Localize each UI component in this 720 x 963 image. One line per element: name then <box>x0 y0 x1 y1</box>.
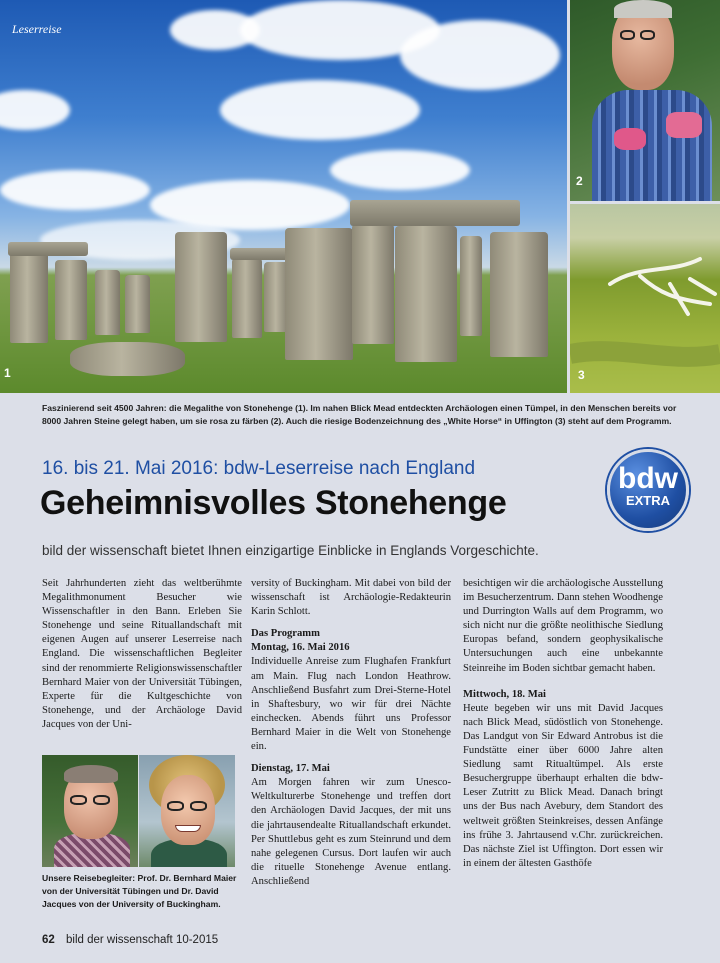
heading-mittwoch: Mittwoch, 18. Mai <box>463 688 546 700</box>
portrait-david-jacques <box>139 755 235 867</box>
col2-paragraph: Individuelle Anreise zum Flughafen Frankfurt am Main. Flug nach London Heathrow. Anschließend Busfahrt zum Drei-Sterne-Hotel in Shaftesbury, wo wir für drei Nächte einchecken. Abends führt uns Professor Bernhard Maier in die Welt von Stonehenge ein. <box>251 656 451 753</box>
col1-paragraph: Seit Jahrhunderten zieht das weltberühmte Megalithmonument Besucher wie Wissenschaftler in den Bann. Erleben Sie Stonehenge und seine Rituallandschaft mit eigenen Augen auf unserer Leserreise nach England. Die wissenschaftlichen Begleiter sind der renommierte Religionswissenschaftler Bernhard Maier von der Universität Tübingen, Experte für die Kultgeschichte von Stonehenge, und der Archäologe David Jacques von der Uni- <box>42 578 242 730</box>
col2-paragraph: Am Morgen fahren wir zum Unesco-Weltkulturerbe Stonehenge und treffen dort den Archäologen David Jacques, der mit uns die jahrtausendealte Rituallandschaft erkundet. Per Shuttlebus geht es zum Steinrund und dem nahe gelegenen Cursus. Dort laufen wir auch die rituelle Stonehenge Avenue entlang. Anschließend <box>251 777 451 887</box>
page-footer <box>42 934 218 946</box>
white-horse-photo <box>570 204 720 393</box>
photo-number-2: 2 <box>576 174 583 188</box>
deck-text: bild der wissenschaft bietet Ihnen einzigartige Einblicke in Englands Vorgeschichte. <box>42 543 539 558</box>
heading-dienstag: Dienstag, 17. Mai <box>251 763 330 775</box>
article-column-1 <box>42 577 242 732</box>
section-label: Leserreise <box>12 22 62 36</box>
archaeologist-photo <box>570 0 720 201</box>
bdw-extra-badge <box>607 449 689 531</box>
page-number: 62 <box>42 934 55 946</box>
heading-montag: Montag, 16. Mai 2016 <box>251 642 350 654</box>
photo-number-3: 3 <box>578 368 585 382</box>
photo-caption: Faszinierend seit 4500 Jahren: die Megalithe von Stonehenge (1). Im nahen Blick Mead entdeckten Archäologen einen Tümpel, in den Menschen bereits vor 8000 Jahren Steine gelegt haben, um sie rosa zu färben (2). Auch die riesige Bodenzeichnung des „White Horse“ in Uffington (3) steht auf dem Programm. <box>42 403 677 426</box>
subheading: 16. bis 21. Mai 2016: bdw-Leserreise nach England <box>42 458 476 479</box>
magazine-issue: bild der wissenschaft 10-2015 <box>66 934 219 946</box>
badge-line2: EXTRA <box>625 493 671 508</box>
heading-programm: Das Programm <box>251 628 320 640</box>
headline: Geheimnisvolles Stonehenge <box>40 484 507 522</box>
col3-paragraph: Heute begeben wir uns mit David Jacques nach Blick Mead, südöstlich von Stonehenge. Das Landgut von Sir Edward Antrobus ist die Fundstätte einer über 6000 Jahre alten Siedlung samt Ritualtümpel. Als erste Besuchergruppe überhaupt erhalten die bdw-Leser Zutritt zu Blick Mead. Danach bringt uns der Bus nach Avebury, dem Standort des weltweit größten Steinkreises, dessen Anfänge ins frühe 3. Jahrtausend v.Chr. zurückreichen. Das nächste Ziel ist Uffington. Dort essen wir in einem der ältesten Gasthöfe <box>463 702 663 869</box>
stonehenge-photo <box>0 0 567 393</box>
badge-line1: bdw <box>618 462 678 495</box>
portrait-caption: Unsere Reisebegleiter: Prof. Dr. Bernhard Maier von der Universität Tübingen und Dr. David Jacques von der University of Buckingham. <box>42 873 237 909</box>
photo-number-1: 1 <box>4 366 11 380</box>
article-column-2 <box>251 577 451 889</box>
portrait-bernhard-maier <box>42 755 138 867</box>
article-column-3 <box>463 577 663 871</box>
col2-paragraph: versity of Buckingham. Mit dabei von bild der wissenschaft ist Archäologie-Redakteurin Karin Schlott. <box>251 578 451 618</box>
white-horse-figure <box>570 204 720 393</box>
col3-paragraph: besichtigen wir die archäologische Ausstellung im Besucherzentrum. Dann stehen Woodhenge und Durrington Walls auf dem Programm, wo sich nicht nur die größte neolithische Siedlung Europas befand, sondern geophysikalische Untersuchungen auch eine unbekannte Steinreihe im Boden sichtbar gemacht haben. <box>463 578 663 674</box>
